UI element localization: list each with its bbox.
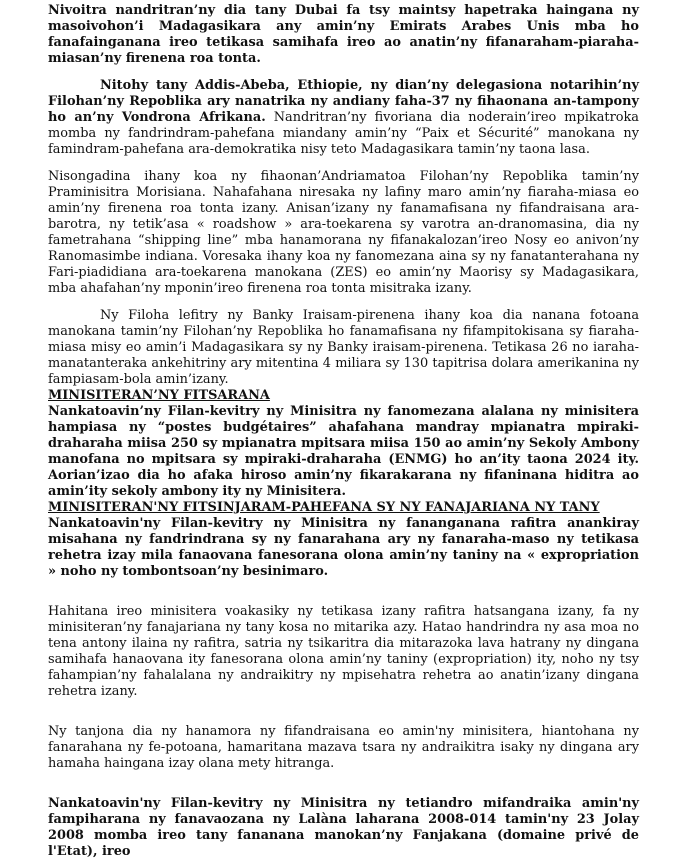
paragraph-addis-abeba-rest: Nandritran’ny fivoriana dia noderain’ireo mpikatroka momba ny fandrindram-pahefana miandany amin’ny “Paix et Sécurité” manokana ny famindram-pahefana ara-demokratika nisy teto Madagasikara tamin’ny taona lasa.: [48, 110, 639, 157]
paragraph-addis-abeba-bold: Nitohy tany Addis-Abeba, Ethiopie, ny dian’ny delegasiona notarihin’ny Filohan’ny Repoblika ary nanatrika ny andiany faha-37 ny fihaonana an-tampony ho an’ny Vondrona Afrikana.: [48, 78, 639, 125]
section-heading-fitsarana: MINISITERAN’NY FITSARANA: [48, 388, 270, 403]
paragraph-lalana: Nankatoavin'ny Filan-kevitry ny Minisitra ny tetiandro mifandraika amin'ny fampiharana ny fanavaozana ny Lalàna laharana 2008-014 tamin'ny 23 Jolay 2008 momba ireo tany fananana manokan’ny Fanjakana (domaine privé de l'Etat), ireo: [48, 796, 639, 859]
paragraph-tanjona: Ny tanjona dia ny hanamora ny fifandraisana eo amin'ny minisitera, hiantohana ny fanarahana ny fe-potoana, hamaritana mazava tsara ny andraikitra isaky ny dingana ary hamaha haingana izay olana mety hitranga.: [48, 724, 639, 771]
section-heading-fanajariana-tany: MINISITERAN'NY FITSINJARAM-PAHEFANA SY NY FANAJARIANA NY TANY: [48, 500, 600, 515]
paragraph-rafitra: Hahitana ireo minisitera voakasiky ny tetikasa izany rafitra hatsangana izany, fa ny minisiteran’ny fanajariana ny tany kosa no mitarika azy. Hatao handrindra ny asa moa no tena antony ilaina ny rafitra, satria ny tsikaritra dia mitarazoka lava hatrany ny dingana samihafa hanaovana ity fanesorana olona amin’ny taniny (expropriation) ity, noho ny tsy fahampian’ny fahalalana ny andraikitry ny mpisehatra rehetra ao anatin’izany dingana rehetra izany.: [48, 604, 639, 699]
paragraph-addis-abeba: [48, 78, 639, 158]
paragraph-dubai: Nivoitra nandritran’ny dia tany Dubai fa tsy maintsy hapetraka haingana ny masoivohon’i Madagasikara any amin’ny Emirats Arabes Unis mba ho fanafainganana ireo tetikasa samihafa ireo ao anatin’ny fifanaraham-piaraha-miasan’ny firenena roa tonta.: [48, 3, 639, 66]
paragraph-mauritius: Nisongadina ihany koa ny fihaonan’Andriamatoa Filohan’ny Repoblika tamin’ny Praminisitra Morisiana. Nahafahana niresaka ny lafiny maro amin’ny fiaraha-miasa eo amin’ny firenena roa tonta izany. Anisan’izany ny fanamafisana ny fifandraisana ara-barotra, ny tetik’asa « roadshow » ara-toekarena sy varotra an-dranomasina, dia ny fametrahana “shipping line” mba hanamorana ny fifanakalozan’ireo Nosy eo anivon’ny Ranomasimbe indiana. Voresaka ihany koa ny fanomezana aina sy ny fanatanterahana ny Fari-piadidiana ara-toekarena manokana (ZES) eo amin’ny Maorisy sy Madagasikara, mba ahafahan’ny mponin’ireo firenena roa tonta misitraka izany.: [48, 169, 639, 296]
paragraph-fitsarana: Nankatoavin’ny Filan-kevitry ny Minisitra ny fanomezana alalana ny minisitera hampiasa ny “postes budgétaires” ahafahana mandray mpianatra mpiraki-draharaha miisa 250 sy mpianatra mpitsara miisa 150 ao amin’ny Sekoly Ambony manofana no mpitsara sy mpiraki-draharaha (ENMG) ho an’ity taona 2024 ity. Aorian’izao dia ho afaka hiroso amin’ny fikarakarana ny fifaninana hiditra ao amin’ity sekoly ambony ity ny Minisitera.: [48, 404, 639, 499]
paragraph-expropriation: Nankatoavin'ny Filan-kevitry ny Minisitra ny fananganana rafitra anankiray misahana ny fandrindrana sy ny fanarahana ary ny fanaraha-maso ny tetikasa rehetra izay mila fanaovana fanesorana olona amin’ny taniny na « expropriation » noho ny tombontsoan’ny besinimaro.: [48, 516, 639, 579]
paragraph-world-bank: Ny Filoha lefitry ny Banky Iraisam-pirenena ihany koa dia nanana fotoana manokana tamin’ny Filohan’ny Repoblika ho fanamafisana ny fifampitokisana sy fiaraha-miasa misy eo amin’i Madagasikara sy ny Banky iraisam-pirenena. Tetikasa 26 no iaraha-manatanteraka ankehitriny ary mitentina 4 miliara sy 130 tapitrisa dolara amerikanina ny fampiasam-bola amin’izany.: [48, 308, 639, 387]
